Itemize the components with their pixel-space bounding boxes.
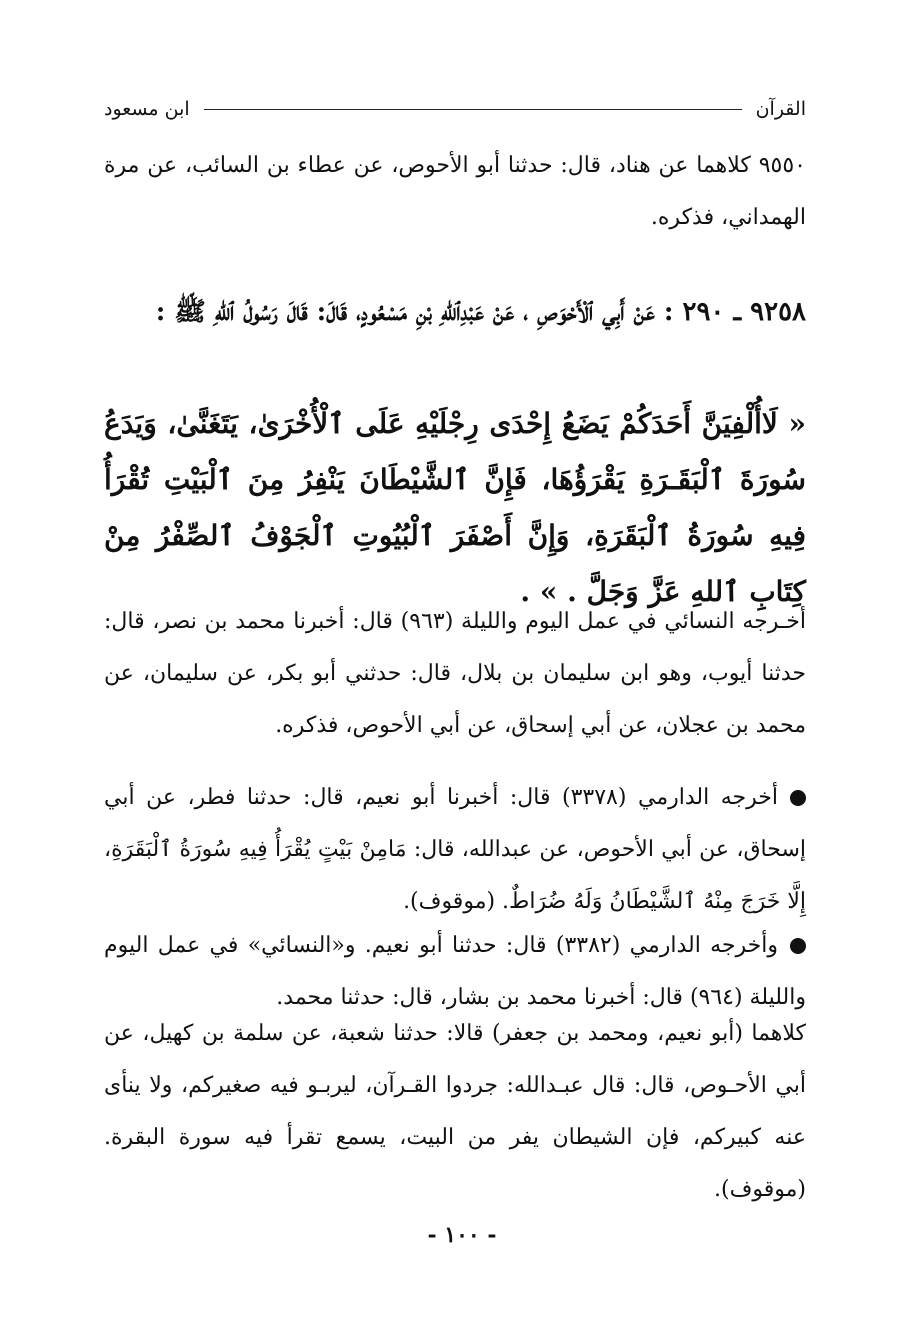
paragraph-text: أخـرجه النسائي في عمل اليوم والليلة (٩٦٣) قال: أخبرنا محمد بن نصر، قال: حدثنا أيوب، وهو ابن سليمان بن بلال، قال: حدثني أبو بكر، عن سليمان، عن محمد بن عجلان، عن أبي إسحاق، عن أبي الأحوص، فذكره. [104, 609, 807, 738]
page-number: - ١٠٠ - [427, 1222, 497, 1248]
header-left-title: ابن مسعود [104, 98, 190, 120]
header-right-title: القرآن [755, 98, 806, 120]
hadith-heading: ٩٢٥٨ ـ ٢٩٠ : عَنْ أَبِي ٱلْأَحْوَصِ ، عَنْ عَبْدِٱللهِ بْنِ مَسْعُودٍ، قَالَ: قَالَ رَسُولُ ٱللهِ ﷺ : [155, 297, 806, 327]
paragraph-text: كلاهما (أبو نعيم، ومحمد بن جعفر) قالا: حدثنا شعبة، عن سلمة بن كهيل، عن أبي الأحـوص، قال: قال عبـدالله: جردوا القـرآن، ليربـو فيه صغيركم، ولا ينأى عنه كبيركم، فإن الشيطان يفر من البيت، يسمع تقرأ فيه سورة البقرة. (موقوف). [104, 1021, 806, 1202]
paragraph-2 [104, 772, 806, 928]
paragraph-text: وأخرجه الدارمي (٣٣٨٢) قال: حدثنا أبو نعيم. و«النسائي» في عمل اليوم والليلة (٩٦٤) قال: أخبرنا محمد بن بشار، قال: حدثنا محمد. [104, 933, 806, 1010]
paragraph-1 [104, 596, 806, 752]
running-header [104, 92, 806, 126]
paragraph-text: أخرجه الدارمي (٣٣٧٨) قال: أخبرنا أبو نعيم، قال: حدثنا فطر، عن أبي إسحاق، عن أبي الأحوص، عن عبدالله، قال: مَامِنْ بَيْتٍ يُقْرَأُ فِيهِ سُورَةُ ٱلْبَقَرَةِ، إِلَّا خَرَجَ مِنْهُ ٱلشَّيْطَانُ وَلَهُ ضُرَاطٌ. (موقوف). [104, 785, 806, 914]
top-paragraph: ٩٥٥٠ كلاهما عن هناد، قال: حدثنا أبو الأحوص، عن عطاء بن السائب، عن مرة الهمداني، فذكره. [104, 153, 806, 230]
paragraph-4 [104, 1008, 806, 1216]
hadith-text: « لَاأُلْفِيَنَّ أَحَدَكُمْ يَضَعُ إِحْدَى رِجْلَيْهِ عَلَى ٱلْأُخْرَىٰ، يَتَغَنَّىٰ، وَيَدَعُ سُورَةَ ٱلْبَقَـرَةِ يَقْرَؤُهَا، فَإِنَّ ٱلشَّيْطَانَ يَنْفِرُ مِنَ ٱلْبَيْتِ تُقْرَأُ فِيهِ سُورَةُ ٱلْبَقَرَةِ، وَإِنَّ أَصْفَرَ ٱلْبُيُوتِ ٱلْجَوْفُ ٱلصِّفْرُ مِنْ كِتَابِ ٱللهِ عَزَّ وَجَلَّ . » . [104, 407, 806, 608]
bullet-icon [790, 790, 806, 806]
header-rule [204, 109, 742, 110]
bullet-icon [790, 938, 806, 954]
